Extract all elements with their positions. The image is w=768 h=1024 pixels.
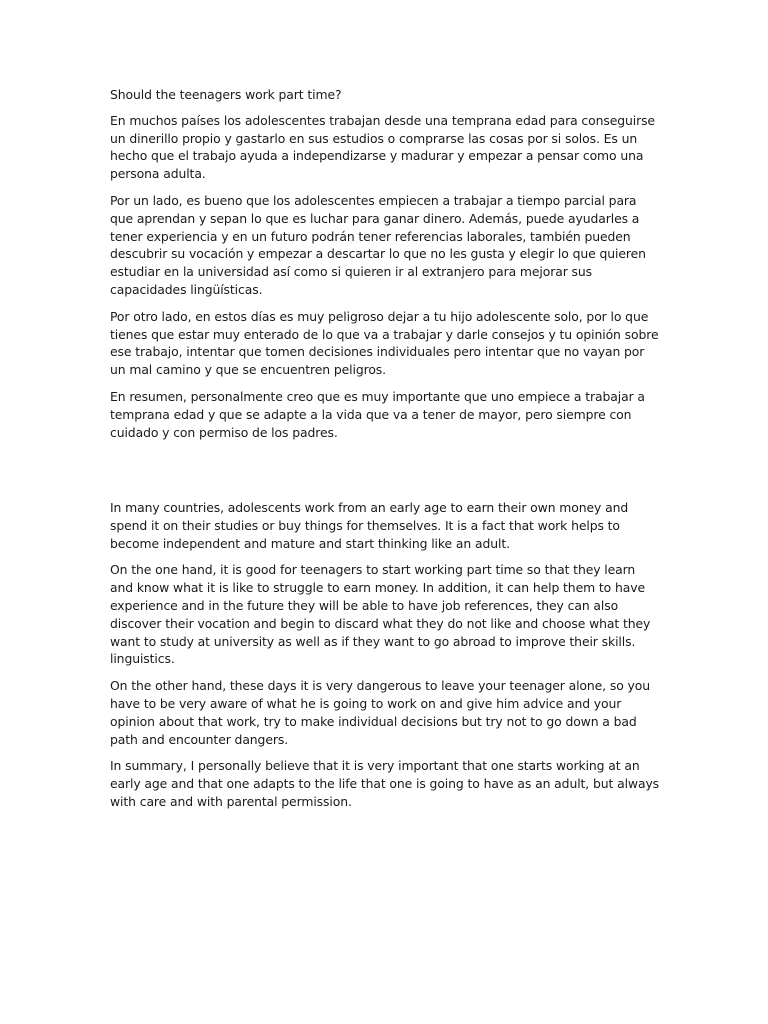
spanish-paragraph-1: En muchos países los adolescentes trabajan desde una temprana edad para conseguirse un dinerillo propio y gastarlo en sus estudios o comprarse las cosas por si solos. Es un hecho que el trabajo ayuda a independizarse y madurar y empezar a pensar como una persona adulta. (110, 112, 655, 182)
spanish-paragraph-4: En resumen, personalmente creo que es muy importante que uno empiece a trabajar a temprana edad y que se adapte a la vida que va a tener de mayor, pero siempre con cuidado y con permiso de los padres. (110, 388, 645, 440)
spanish-text-section (110, 86, 662, 450)
spanish-paragraph-3: Por otro lado, en estos días es muy peligroso dejar a tu hijo adolescente solo, por lo que tienes que estar muy enterado de lo que va a trabajar y darle consejos y tu opinión sobre ese trabajo, intentar que tomen decisiones individuales pero intentar que no vayan por un mal camino y que se encuentren peligros. (110, 308, 659, 378)
english-text-section (110, 499, 662, 820)
english-paragraph-4: In summary, I personally believe that it is very important that one starts working at an early age and that one adapts to the life that one is going to have as an adult, but always with care and with parental permission. (110, 758, 660, 809)
document-title: Should the teenagers work part time? (110, 87, 342, 102)
english-paragraph-3: On the other hand, these days it is very dangerous to leave your teenager alone, so you have to be very aware of what he is going to work on and give him advice and your opinion about that work, try to make individual decisions but try not to go down a bad path and encounter dangers. (110, 678, 651, 747)
english-paragraph-2: On the one hand, it is good for teenagers to start working part time so that they learn and know what it is like to struggle to earn money. In addition, it can help them to have experience and in the future they will be able to have job references, they can also discover their vocation and begin to discard what they do not like and choose what they want to study at university as well as if they want to go abroad to improve their skills. linguistics. (110, 562, 651, 667)
spanish-paragraph-2: Por un lado, es bueno que los adolescentes empiecen a trabajar a tiempo parcial para que aprendan y sepan lo que es luchar para ganar dinero. Además, puede ayudarles a tener experiencia y en un futuro podrán tener referencias laborales, también pueden descubrir su vocación y empezar a descartar lo que no les gusta y elegir lo que quieren estudiar en la universidad así como si quieren ir al extranjero para mejorar sus capacidades lingüísticas. (110, 192, 646, 297)
english-paragraph-1: In many countries, adolescents work from an early age to earn their own money and spend it on their studies or buy things for themselves. It is a fact that work helps to become independent and mature and start thinking like an adult. (110, 500, 629, 551)
